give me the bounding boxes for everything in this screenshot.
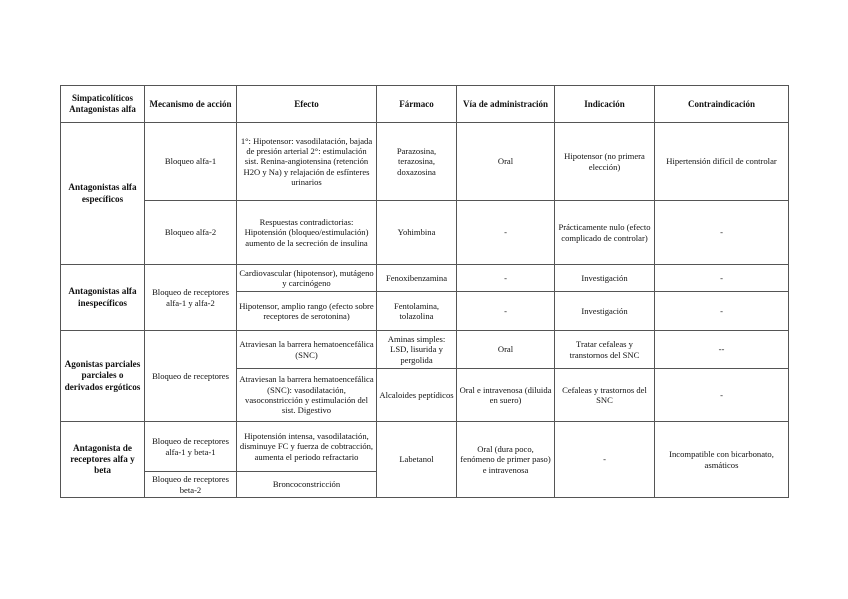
header-row [61,86,789,123]
group-label: Antagonista de receptores alfa y beta [61,422,145,498]
mechanism-cell: Bloqueo alfa-1 [145,123,237,201]
drug-cell: Fentolamina, tolazolina [377,292,457,331]
route-cell: Oral [457,123,555,201]
effect-cell: 1°: Hipotensor: vasodilatación, bajada de presión arterial 2°: estimulación sist. Renina-angiotensina (retención H2O y Na) y relajación de esfínteres urinarios [237,123,377,201]
drug-cell: Yohimbina [377,201,457,265]
indication-cell: Investigación [555,292,655,331]
effect-cell: Hipotensión intensa, vasodilatación, disminuye FC y fuerza de cobtracción, aumenta el periodo refractario [237,422,377,472]
route-cell: Oral e intravenosa (diluida en suero) [457,369,555,422]
effect-cell: Respuestas contradictorias: Hipotensión (bloqueo/estimulación) aumento de la secreción de insulina [237,201,377,265]
contraindication-cell: Incompatible con bicarbonato, asmáticos [655,422,789,498]
header-cell: Indicación [555,86,655,123]
header-cell: Simpaticolíticos Antagonistas alfa [61,86,145,123]
effect-cell: Broncoconstricción [237,472,377,498]
effect-cell: Atraviesan la barrera hematoencefálica (SNC): vasodilatación, vasoconstricción y estimulación del sist. Digestivo [237,369,377,422]
effect-cell: Cardiovascular (hipotensor), mutágeno y carcinógeno [237,265,377,292]
effect-cell: Atraviesan la barrera hematoencefálica (SNC) [237,331,377,369]
route-cell: Oral (dura poco, fenómeno de primer paso) e intravenosa [457,422,555,498]
route-cell: Oral [457,331,555,369]
route-cell: - [457,201,555,265]
effect-cell: Hipotensor, amplio rango (efecto sobre receptores de serotonina) [237,292,377,331]
contraindication-cell: - [655,292,789,331]
table-row [61,331,789,369]
mechanism-cell: Bloqueo de receptores alfa-1 y beta-1 [145,422,237,472]
pharmacology-table [60,85,789,498]
drug-cell: Alcaloides peptídicos [377,369,457,422]
table-row [61,123,789,201]
mechanism-cell: Bloqueo alfa-2 [145,201,237,265]
drug-cell: Fenoxibenzamina [377,265,457,292]
group-label: Antagonistas alfa inespecíficos [61,265,145,331]
indication-cell: Investigación [555,265,655,292]
indication-cell: Cefaleas y trastornos del SNC [555,369,655,422]
indication-cell: Tratar cefaleas y transtornos del SNC [555,331,655,369]
drug-cell: Labetanol [377,422,457,498]
table-row [61,422,789,472]
header-cell: Vía de administración [457,86,555,123]
header-cell: Contraindicación [655,86,789,123]
contraindication-cell: - [655,265,789,292]
contraindication-cell: - [655,201,789,265]
route-cell: - [457,292,555,331]
indication-cell: Hipotensor (no primera elección) [555,123,655,201]
table-row [61,201,789,265]
route-cell: - [457,265,555,292]
header-cell: Efecto [237,86,377,123]
contraindication-cell: - [655,369,789,422]
header-cell: Fármaco [377,86,457,123]
indication-cell: Prácticamente nulo (efecto complicado de controlar) [555,201,655,265]
table-row [61,265,789,292]
group-label: Antagonistas alfa específicos [61,123,145,265]
contraindication-cell: Hipertensión difícil de controlar [655,123,789,201]
header-cell: Mecanismo de acción [145,86,237,123]
drug-cell: Aminas simples: LSD, lisurida y pergolida [377,331,457,369]
drug-cell: Parazosina, terazosina, doxazosina [377,123,457,201]
mechanism-cell: Bloqueo de receptores [145,331,237,422]
group-label: Agonistas parciales parciales o derivados ergóticos [61,331,145,422]
indication-cell: - [555,422,655,498]
mechanism-cell: Bloqueo de receptores alfa-1 y alfa-2 [145,265,237,331]
mechanism-cell: Bloqueo de receptores beta-2 [145,472,237,498]
contraindication-cell: -- [655,331,789,369]
